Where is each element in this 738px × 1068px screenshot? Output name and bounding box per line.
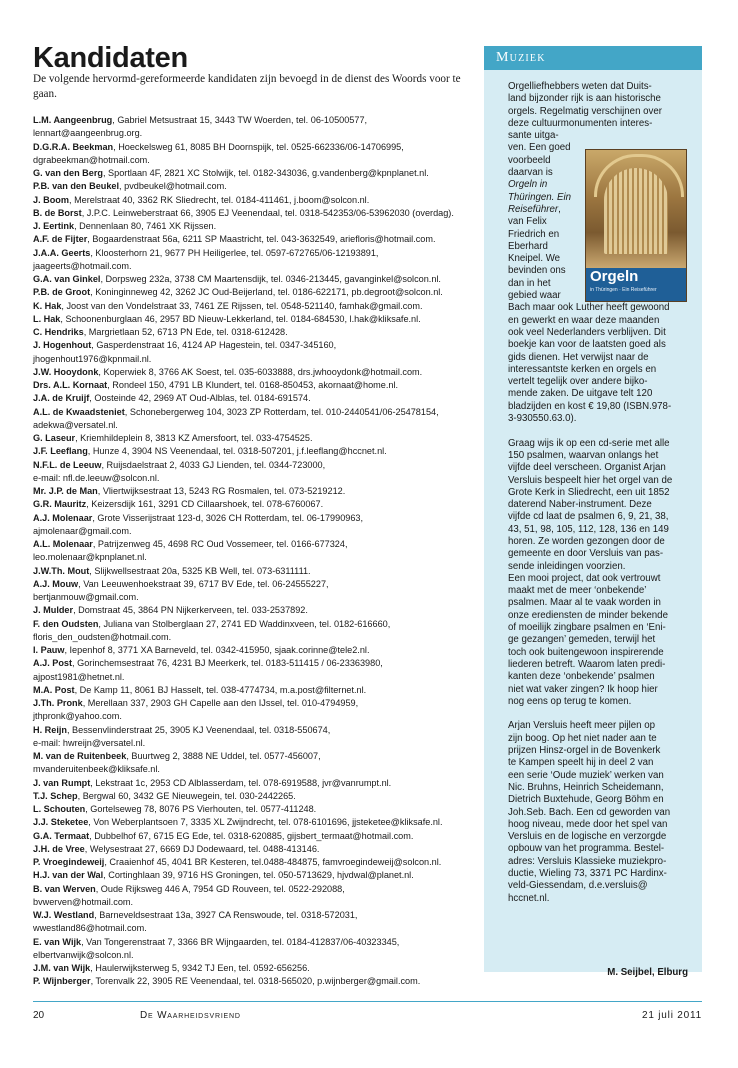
candidate-name: A.J. Molenaar [33, 512, 93, 523]
article-line: deze cultuurmonumenten interes- [508, 117, 653, 129]
article-line: Kneipel. We [508, 253, 561, 265]
candidate-details: , Merellaan 337, 2903 GH Capelle aan den IJssel, tel. 010-4794959, [82, 698, 359, 708]
candidate-details: , Gortelseweg 78, 8076 PS Vierhouten, tel. 0577-411248. [85, 804, 317, 814]
candidate-details: , Hunze 4, 3904 NS Veenendaal, tel. 0318-507201, j.f.leeflang@hccnet.nl. [87, 446, 387, 457]
candidate-details: , Torenvalk 22, 3905 RE Veenendaal, tel. 0318-565020, p.wijnberger@gmail.com. [90, 976, 421, 987]
candidate-line [33, 790, 488, 803]
article-line: ook veel Nederlanders verblijven. Dit [508, 326, 666, 338]
candidate-line [33, 710, 488, 723]
candidate-details: , Bogaardenstraat 56a, 6211 SP Maastricht, tel. 043-3632549, arieﬂoris@hotmail.com. [87, 234, 436, 245]
article-line: bevinden ons [508, 265, 566, 277]
candidate-line [33, 538, 488, 551]
candidate-line [33, 684, 488, 697]
sidebar-header [484, 46, 702, 70]
sidebar-title: Muziek [496, 50, 546, 65]
candidate-name: H.J. van der Wal [33, 870, 104, 881]
candidate-name: P.B. van den Beukel [33, 181, 120, 192]
candidate-line [33, 883, 488, 896]
candidate-name: L. Schouten [33, 804, 86, 814]
book-cover-image [586, 150, 686, 301]
candidate-details: , Barneveldsestraat 13a, 3927 CA Renswoude, tel. 0318-572031, [94, 910, 358, 920]
candidate-line [33, 339, 488, 352]
candidate-details: , Schoonenburglaan 46, 2957 BD Nieuw-Lekkerland, tel. 0184-684530, l.hak@kliksafe.nl. [60, 313, 421, 324]
article-line: interessantste kerken en orgels en [508, 363, 657, 375]
article-line: opbouw van het programma. Bestel- [508, 843, 665, 855]
candidate-details: , Craaienhof 45, 4041 BR Kesteren, tel.0488-484875, famvroegindeweij@solcon.nl. [104, 857, 442, 867]
candidate-details: , Merelstraat 40, 3362 RK Sliedrecht, tel. 0184-411461, j.boom@solcon.nl. [69, 194, 370, 205]
candidate-name: J.A. de Kruijf [33, 393, 90, 404]
candidate-details: , pvdbeukel@hotmail.com. [119, 181, 227, 192]
candidate-name: J.H. de Vree [33, 843, 85, 854]
candidate-name: W.J. Westland [33, 910, 95, 920]
candidate-line [33, 233, 488, 246]
candidate-details: , Schonebergerweg 104, 3023 ZP Rotterdam, tel. 010-2440541/06-25478154, [124, 406, 439, 417]
candidate-name: B. de Borst [33, 207, 82, 218]
intro-paragraph: De volgende hervormd-gereformeerde kandidaten zijn bevoegd in de dienst des Woords voor te gaan. [33, 73, 461, 100]
candidate-details: bvwerven@hotmail.com. [33, 896, 134, 907]
candidate-details: , Keizersdijk 161, 3291 CD Cillaarshoek, tel. 078-6760067. [86, 499, 324, 510]
article-line: en gewerkt en waar deze maanden [508, 314, 660, 326]
article-line: adres: Versluis Klassieke muziekpro- [508, 855, 667, 867]
candidate-line [33, 154, 488, 167]
candidate-details: , Koninginneweg 42, 3262 JC Oud-Beijerland, tel. 0186-622171, pb.degroot@solcon.nl. [90, 287, 443, 298]
candidate-line [33, 975, 488, 988]
candidate-line [33, 167, 488, 180]
article-line: sende inleidingen voorzien. [508, 560, 626, 572]
article-line: 150 psalmen, waarvan onlangs het [508, 449, 659, 461]
candidate-details: , Oude Rijksweg 446 A, 7954 GD Rouveen, tel. 0522-292088, [95, 883, 345, 894]
article-line: te Kampen speelt hij in deel 2 van [508, 757, 654, 769]
candidate-line [33, 300, 488, 313]
candidate-details: , Van Leeuwenhoekstraat 39, 6717 BV Ede, tel. 06-24555227, [78, 578, 329, 589]
candidate-line [33, 604, 488, 617]
candidate-details: leo.molenaar@kpnplanet.nl. [33, 552, 147, 563]
candidate-line [33, 631, 488, 644]
candidate-line [33, 498, 488, 511]
candidate-line [33, 644, 488, 657]
candidate-line [33, 207, 488, 220]
candidate-line [33, 591, 488, 604]
article-line: hoog niveau, mede door het spel van [508, 818, 668, 830]
candidate-line [33, 565, 488, 578]
candidate-details: , Grote Visserijstraat 123-d, 3026 CH Rotterdam, tel. 06-17990963, [92, 512, 364, 523]
candidate-line [33, 260, 488, 273]
candidate-details: , De Kamp 11, 8061 BJ Hasselt, tel. 038-4774734, m.a.post@filternet.nl. [74, 684, 367, 695]
candidate-details: , Gorinchemsestraat 76, 4231 BJ Meerkerk, tel. 0183-511415 / 06-23363980, [72, 658, 383, 669]
candidate-line [33, 578, 488, 591]
candidate-line [33, 485, 488, 498]
candidate-line [33, 909, 488, 922]
candidate-name: Drs. A.L. Kornaat [33, 380, 108, 390]
candidate-line [33, 141, 488, 154]
candidate-details: jhogenhout1976@kpnmail.nl. [33, 353, 152, 364]
book-title-text: Thüringen. Ein [508, 191, 572, 203]
candidate-line [33, 949, 488, 962]
candidate-name: C. Hendriks [33, 327, 84, 337]
candidate-name: M.A. Post [33, 684, 75, 695]
candidate-line [33, 856, 488, 869]
article-line: bladzijden en kost € 19,80 (ISBN.978- [508, 400, 672, 412]
candidate-line [33, 657, 488, 670]
candidate-line [33, 869, 488, 882]
article-line: orgels. Regelmatig verschijnen over [508, 105, 662, 117]
candidate-name: Mr. J.P. de Man [33, 486, 98, 496]
magazine-name: De Waarheidsvriend [140, 1010, 241, 1021]
article-line: mende zaken. De uitgave telt 120 [508, 388, 653, 400]
candidate-line [33, 273, 488, 286]
candidate-details: , Domstraat 45, 3864 PN Nijkerkerveen, tel. 033-2537892. [73, 605, 308, 616]
candidate-line [33, 353, 488, 366]
paragraph-break [508, 708, 698, 720]
candidate-details: , Dennenlaan 80, 7461 XK Rijssen. [74, 221, 217, 231]
candidate-line [33, 220, 488, 233]
article-line: horen. Ze worden gezongen door de [508, 535, 665, 547]
candidate-details: , Patrijzenweg 45, 4698 RC Oud Vossemeer, tel. 0166-677324, [92, 539, 348, 549]
candidate-name: J. Eertink [33, 221, 75, 231]
candidate-line [33, 922, 488, 935]
article-line: vijfde deel verscheen. Organist Arjan [508, 462, 666, 474]
candidate-name: G. Laseur [33, 433, 76, 443]
candidate-line [33, 459, 488, 472]
candidate-line [33, 671, 488, 684]
candidate-details: e-mail: nfl.de.leeuw@solcon.nl. [33, 472, 160, 483]
article-line: toch ook buitengewoon inspirerende [508, 646, 664, 658]
candidate-name: A.J. Post [33, 658, 73, 669]
candidate-name: G.R. Mauritz [33, 499, 87, 510]
article-line: daarvan is [508, 167, 553, 179]
candidate-line [33, 406, 488, 419]
book-cover-title: Orgeln [590, 268, 639, 285]
candidate-name: P. Vroegindeweij [33, 857, 105, 867]
candidate-name: J.J. Steketee [33, 817, 89, 828]
candidate-details: , Joost van den Vondelstraat 33, 7461 ZE Rijssen, tel. 0548-521140, famhak@gmail.com. [61, 300, 423, 311]
candidate-details: , Buurtweg 2, 3888 NE Uddel, tel. 0577-456007, [126, 751, 321, 761]
article-line: dan in het [508, 277, 551, 289]
article-line: Arjan Versluis heeft meer pijlen op [508, 720, 656, 732]
article-line: psalmen. Maar al te vaak worden in [508, 597, 661, 609]
candidate-line [33, 379, 488, 392]
article-line: Bach maar ook Luther heeft gewoond [508, 302, 670, 314]
punctuation: , [558, 203, 561, 215]
article-line: Orgelliefhebbers weten dat Duits- [508, 81, 652, 92]
candidate-line [33, 843, 488, 856]
article-line: daterend Naber-instrument. Deze [508, 499, 652, 511]
candidate-line [33, 750, 488, 763]
paragraph-break [508, 425, 698, 437]
organ-pipes-illustration [604, 168, 668, 254]
candidate-name: A.L. de Kwaadsteniet [33, 406, 125, 417]
candidate-line [33, 936, 488, 949]
candidate-line [33, 830, 488, 843]
candidate-name: K. Hak [33, 300, 62, 311]
article-line: ven. Een goed [508, 142, 571, 154]
article-line: vijfde cd laat de psalmen 6, 9, 21, 38, [508, 511, 669, 523]
candidate-name: E. van Wijk [33, 936, 82, 947]
candidate-details: , Welysestraat 27, 6669 DJ Dodewaard, tel. 0488-413146. [84, 843, 320, 854]
candidate-name: L.M. Aangeenbrug [33, 115, 113, 125]
article-line: Een mooi project, dat ook vertrouwt [508, 572, 661, 584]
candidate-details: , Dorpsweg 232a, 3738 CM Maartensdijk, tel. 0346-213445, gavanginkel@solcon.nl. [100, 274, 441, 284]
candidate-name: J.W.Th. Mout [33, 565, 90, 576]
candidate-details: , Haulerwijksterweg 5, 9342 TJ Een, tel. 0592-656256. [90, 963, 310, 973]
candidate-details: , Ruijsdaelstraat 2, 4033 GJ Lienden, tel. 0344-723000, [101, 459, 326, 470]
book-title-text: Reiseführer [508, 203, 559, 215]
candidate-line [33, 724, 488, 737]
candidate-details: , Von Weberplantsoen 7, 3335 XL Zwijndrecht, tel. 078-6101696, jjsteketee@kliksafe.nl. [88, 817, 443, 828]
candidate-details: , Dubbelhof 67, 6715 EG Ede, tel. 0318-620885, gijsbert_termaat@hotmail.com. [89, 830, 414, 841]
candidate-details: , Kloosterhorn 21, 9677 PH Heiligerlee, tel. 0597-672765/06-12193891, [90, 247, 379, 258]
candidate-name: J.W. Hooydonk [33, 366, 99, 377]
candidate-line [33, 816, 488, 829]
candidate-name: J.A.A. Geerts [33, 247, 91, 258]
candidate-details: , Lekstraat 1c, 2953 CD Alblasserdam, tel. 078-6919588, jvr@vanrumpt.nl. [90, 777, 392, 788]
page-title: Kandidaten [33, 42, 188, 74]
article-line: een serie ‘Oude muziek’ werken van [508, 769, 664, 781]
candidate-name: J. van Rumpt [33, 777, 91, 788]
article-line: hccnet.nl. [508, 892, 550, 904]
candidate-details: , Slijkwellsestraat 20a, 5325 KB Well, tel. 073-6311111. [89, 565, 311, 576]
candidate-line [33, 525, 488, 538]
article-line: ductie, Wieling 73, 3371 PC Hardinx- [508, 868, 667, 879]
candidate-details: e-mail: hwreijn@versatel.nl. [33, 737, 146, 748]
candidate-details: , Cortinghlaan 39, 9716 HS Groningen, tel. 050-5713629, hjvdwal@planet.nl. [103, 870, 414, 881]
article-line: veld-Giessendam, d.e.versluis@ [508, 880, 648, 892]
candidate-details: jaageerts@hotmail.com. [33, 260, 132, 271]
candidate-line [33, 763, 488, 776]
footer-rule [33, 1001, 702, 1002]
candidate-details: , Hoeckelsweg 61, 8085 BH Doornspijk, tel. 0525-662336/06-14706995, [113, 141, 404, 152]
article-line: nog eens op terug te komen. [508, 695, 632, 707]
candidate-details: , Van Tongerenstraat 7, 3366 BR Wijngaarden, tel. 0184-412837/06-40323345, [81, 936, 400, 947]
candidate-details: , Iepenhof 8, 3771 XA Barneveld, tel. 0342-415950, sjaak.corinne@tele2.nl. [64, 645, 370, 655]
article-line: van Felix [508, 216, 547, 228]
candidate-details: , Rondeel 150, 4791 LB Klundert, tel. 0168-850453, akornaat@home.nl. [107, 380, 399, 390]
candidate-details: , J.P.C. Leinweberstraat 66, 3905 EJ Veenendaal, tel. 0318-542353/06-53962030 (overdag). [81, 207, 454, 218]
candidate-details: , Oosteinde 42, 2969 AT Oud-Alblas, tel. 0184-691574. [89, 393, 311, 404]
candidate-details: , Gasperdenstraat 16, 4124 AP Hagestein, tel. 0347-345160, [91, 340, 337, 351]
article-line: kanten deze ‘onbekende’ psalmen [508, 671, 655, 683]
article-line: Graag wijs ik op een cd-serie met alle [508, 437, 670, 449]
candidate-details: , Margrietlaan 52, 6713 PN Ede, tel. 0318-612428. [83, 327, 288, 337]
candidate-details: , Gabriel Metsustraat 15, 3443 TW Woerden, tel. 06-10500577, [112, 115, 368, 125]
article-line: Dietrich Buxtehude, Georg Böhm en [508, 794, 664, 806]
candidate-details: , Juliana van Stolberglaan 27, 2741 ED Waddinxveen, tel. 0182-616660, [98, 618, 391, 629]
candidate-line [33, 697, 488, 710]
candidate-line [33, 392, 488, 405]
candidate-line [33, 313, 488, 326]
article-line: Eberhard [508, 240, 548, 252]
candidate-name: G. van den Berg [33, 168, 103, 178]
candidate-details: ajmolenaar@gmail.com. [33, 525, 132, 536]
candidate-line [33, 114, 488, 127]
article-line: boekje kan voor de laatsten goed als [508, 339, 666, 351]
book-cover-subtitle: in Thüringen · Ein Reiseführer [590, 287, 657, 293]
candidate-name: G.A. Termaat [33, 830, 90, 841]
article-line: Grote Kerk in Sliedrecht, een uit 1852 [508, 486, 670, 498]
candidate-details: adekwa@versatel.nl. [33, 419, 118, 430]
candidate-line [33, 551, 488, 564]
candidate-details: lennart@aangeenbrug.org. [33, 128, 143, 139]
candidate-name: A.F. de Fijter [33, 234, 88, 245]
candidate-line [33, 777, 488, 790]
candidate-details: , Bessenvlinderstraat 25, 3905 KJ Veenendaal, tel. 0318-550674, [66, 724, 331, 735]
candidate-name: J. Hogenhout [33, 340, 92, 351]
candidate-line [33, 803, 488, 816]
candidate-name: P. Wijnberger [33, 976, 91, 987]
candidate-line [33, 286, 488, 299]
book-title-text: Orgeln in [508, 179, 548, 191]
article-line: Friedrich en [508, 228, 560, 240]
candidate-details: floris_den_oudsten@hotmail.com. [33, 631, 172, 642]
issue-date: 21 juli 2011 [641, 1010, 702, 1021]
candidate-name: M. van de Ruitenbeek [33, 751, 127, 761]
article-line: Versluis bespeelt hier het orgel van de [508, 474, 673, 486]
article-line: voorbeeld [508, 154, 551, 166]
candidate-line [33, 432, 488, 445]
article-line: onze erediensten de minder bekende [508, 609, 668, 621]
candidate-line [33, 896, 488, 909]
candidate-line [33, 247, 488, 260]
candidate-name: P.B. de Groot [33, 287, 91, 298]
candidate-list [33, 114, 488, 989]
candidate-name: N.F.L. de Leeuw [33, 459, 102, 470]
article-line: ge gezangen’ gemeden, terwijl het [508, 634, 656, 646]
candidate-details: ajpost1981@hetnet.nl. [33, 671, 125, 682]
article-line: liederen betreft. Waarom laten predi- [508, 658, 666, 670]
candidate-line [33, 962, 488, 975]
candidate-line [33, 419, 488, 432]
candidate-details: bertjanmouw@gmail.com. [33, 592, 139, 602]
candidate-name: B. van Werven [33, 883, 96, 894]
candidate-details: wwestland86@hotmail.com. [33, 923, 147, 934]
article-line: Joh.Seb. Bach. Een cd geworden van [508, 806, 671, 818]
candidate-name: T.J. Schep [33, 790, 78, 801]
article-line: land bijzonder rijk is aan historische [508, 93, 661, 105]
candidate-details: dgrabeekman@hotmail.com. [33, 154, 150, 165]
article-line: of moeilijk zingbare psalmen en ‘Eni- [508, 622, 666, 634]
candidate-line [33, 194, 488, 207]
article-line: gemeente en door Versluis van pas- [508, 548, 664, 560]
candidate-name: F. den Oudsten [33, 618, 99, 629]
candidate-details: elbertvanwijk@solcon.nl. [33, 949, 134, 960]
candidate-line [33, 512, 488, 525]
candidate-line [33, 127, 488, 140]
candidate-name: A.L. Molenaar [33, 539, 93, 549]
article-line: 43, 51, 98, 105, 112, 128, 136 en 149 [508, 523, 669, 535]
candidate-details: , Sportlaan 4F, 2821 XC Stolwijk, tel. 0182-343036, g.vandenberg@kpnplanet.nl. [102, 168, 429, 178]
candidate-details: , Kriemhildeplein 8, 3813 KZ Amersfoort, tel. 033-4754525. [75, 433, 313, 443]
article-line: 3-930550.63.0). [508, 413, 577, 425]
candidate-line [33, 180, 488, 193]
article-line: prijzen Hinsz-orgel in de Bovenkerk [508, 745, 661, 757]
candidate-details: mvanderuitenbeek@kliksafe.nl. [33, 764, 160, 775]
candidate-name: J.F. Leeflang [33, 446, 88, 457]
candidate-name: J.M. van Wijk [33, 963, 91, 973]
candidate-name: H. Reijn [33, 724, 67, 735]
article-line: vertelt tegelijk over andere bijko- [508, 376, 648, 388]
article-line: zijn boog. Op het niet nader aan te [508, 732, 657, 744]
candidate-name: D.G.R.A. Beekman [33, 141, 114, 152]
article-line: niet wat vaker zingen? Ik hoop hier [508, 683, 658, 695]
article-line: gids dienen. Het verwijst naar de [508, 351, 649, 363]
candidate-line [33, 618, 488, 631]
article-line: Versluis en de logische en verzorgde [508, 831, 667, 843]
candidate-name: J. Boom [33, 194, 69, 205]
page-number: 20 [33, 1010, 45, 1021]
candidate-line [33, 737, 488, 750]
candidate-details: , Koperwiek 8, 3766 AK Soest, tel. 035-6033888, drs.jwhooydonk@hotmail.com. [98, 366, 423, 377]
candidate-name: J.Th. Pronk [33, 698, 83, 708]
candidate-line [33, 326, 488, 339]
article-signature: M. Seijbel, Elburg [607, 967, 688, 978]
article-line: maakt met de meer ‘onbekende’ [508, 585, 647, 597]
article-line: gebied waar [508, 290, 561, 302]
article-line: Nic. Bruhns, Heinrich Scheidemann, [508, 781, 664, 793]
candidate-details: , Bergwal 60, 3432 GE Nieuwegein, tel. 030-2442265. [77, 790, 296, 801]
candidate-name: I. Pauw [33, 645, 65, 655]
article-line: sante uitga- [508, 130, 559, 142]
candidate-details: , Vliertwijksestraat 13, 5243 RG Rosmalen, tel. 073-5219212. [97, 486, 346, 496]
candidate-line [33, 445, 488, 458]
candidate-name: L. Hak [33, 313, 61, 324]
candidate-line [33, 366, 488, 379]
candidate-details: jthpronk@yahoo.com. [33, 711, 122, 722]
candidate-name: G.A. van Ginkel [33, 274, 101, 284]
candidate-line [33, 472, 488, 485]
candidate-name: J. Mulder [33, 605, 74, 616]
candidate-name: A.J. Mouw [33, 578, 79, 589]
